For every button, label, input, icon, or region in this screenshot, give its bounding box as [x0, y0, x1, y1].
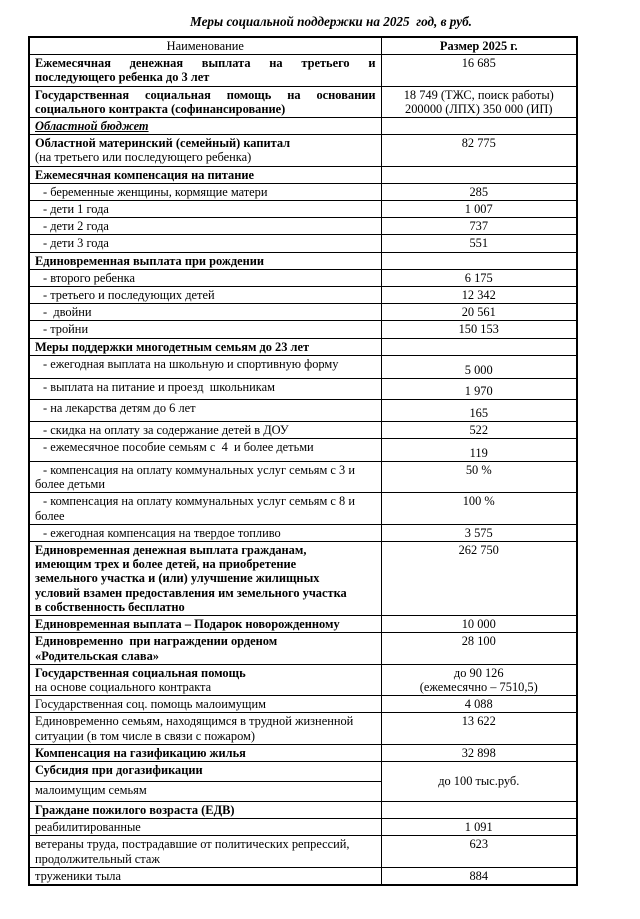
table-row	[29, 338, 577, 355]
table-row	[29, 867, 577, 885]
measure-value-cell	[381, 321, 577, 338]
measure-value-line: 5 000	[464, 362, 493, 377]
table-row	[29, 462, 577, 493]
measure-value-cell	[381, 761, 577, 801]
measure-name-line: - компенсация на оплату коммунальных услуг семьям с 3 и	[43, 463, 355, 478]
measure-name-line: - на лекарства детям до 6 лет	[43, 400, 196, 415]
measure-value-line: 18 749 (ТЖС, поиск работы)	[403, 87, 554, 102]
measure-name-line: Граждане пожилого возраста (ЕДВ)	[35, 802, 235, 817]
measure-value-line: 522	[469, 422, 489, 437]
measure-name-line: Единовременно семьям, находящимся в трудной жизненной	[35, 714, 354, 729]
measure-value-line: 100 %	[462, 494, 495, 509]
measure-name-line: Компенсация на газификацию жилья	[35, 745, 246, 760]
table-row	[29, 616, 577, 633]
measure-value-cell	[381, 287, 577, 304]
measure-value-line: до 100 тыс.руб.	[438, 774, 520, 789]
measure-name-cell	[29, 616, 381, 633]
table-row	[29, 819, 577, 836]
measure-name-cell	[29, 218, 381, 235]
measure-value-line: 32 898	[461, 745, 496, 760]
measure-name-cell	[29, 633, 381, 664]
table-row	[29, 378, 577, 399]
measure-value-line: 1 091	[464, 820, 493, 835]
column-header-name: Наименование	[29, 37, 381, 55]
measure-name-line: Государственная соц. помощь малоимущим	[35, 697, 266, 712]
table-row	[29, 118, 577, 135]
measure-name-line: «Родительская слава»	[35, 648, 159, 663]
measure-value-line: 119	[469, 445, 488, 460]
measure-name-cell	[29, 399, 381, 421]
table-row	[29, 166, 577, 183]
measure-name-cell	[29, 462, 381, 493]
table-row	[29, 421, 577, 438]
measure-name-cell	[29, 439, 381, 462]
measure-value-line: 551	[469, 236, 489, 251]
measure-name-cell	[29, 338, 381, 355]
measure-value-cell	[381, 819, 577, 836]
measure-value-cell	[381, 304, 577, 321]
measure-value-cell	[381, 696, 577, 713]
table-row	[29, 235, 577, 252]
measure-name-cell	[29, 166, 381, 183]
measure-name-line: более	[35, 508, 65, 523]
measure-name-line: - двойни	[43, 305, 92, 320]
table-row	[29, 355, 577, 378]
measure-name-line: в собственность бесплатно	[35, 599, 185, 614]
measure-name-line: ветераны труда, пострадавшие от политических репрессий,	[35, 837, 350, 852]
table-row	[29, 439, 577, 462]
measure-value-cell	[381, 86, 577, 117]
measure-name-cell	[29, 321, 381, 338]
measure-name-line: - второго ребенка	[43, 270, 135, 285]
measure-name-line: имеющим трех и более детей, на приобретение	[35, 557, 297, 572]
measure-name-line: Ежемесячная компенсация на питание	[35, 167, 255, 182]
measure-name-cell	[29, 761, 381, 781]
support-measures-table	[28, 36, 578, 886]
measure-value-line: (ежемесячно – 7510,5)	[419, 679, 538, 694]
measure-value-line: 262 750	[458, 543, 499, 558]
measure-value-cell	[381, 269, 577, 286]
measure-name-line: Единовременная выплата – Подарок новорожденному	[35, 617, 340, 632]
measure-name-line: - выплата на питание и проезд школьникам	[43, 379, 275, 394]
measure-value-cell	[381, 633, 577, 664]
measure-name-line: последующего ребенка до 3 лет	[35, 70, 210, 85]
measure-name-line: - третьего и последующих детей	[43, 288, 215, 303]
measure-name-cell	[29, 135, 381, 166]
measure-value-cell	[381, 867, 577, 885]
measure-name-line: - скидка на оплату за содержание детей в ДОУ	[43, 422, 289, 437]
measure-value-line: 4 088	[464, 697, 493, 712]
measure-name-line: - ежемесячное пособие семьям с 4 и более детьми	[43, 440, 314, 455]
measure-name-cell	[29, 355, 381, 378]
measure-value-line: 285	[469, 184, 489, 199]
table-row	[29, 183, 577, 200]
measure-value-line: 82 775	[461, 136, 496, 151]
measure-name-line: ситуации (в том числе в связи с пожаром)	[35, 728, 256, 743]
measure-value-cell	[381, 218, 577, 235]
measure-name-line: Областной бюджет	[35, 119, 149, 134]
table-row	[29, 744, 577, 761]
measure-name-line: - дети 3 года	[43, 236, 109, 251]
table-row	[29, 218, 577, 235]
measure-name-line: реабилитированные	[35, 820, 141, 835]
measure-value-cell	[381, 439, 577, 462]
measure-name-line: (на третьего или последующего ребенка)	[35, 150, 252, 165]
measure-name-cell	[29, 55, 381, 86]
measure-value-cell	[381, 118, 577, 135]
measure-value-cell	[381, 462, 577, 493]
measure-name-cell	[29, 819, 381, 836]
measure-name-line: продолжительный стаж	[35, 851, 160, 866]
measure-value-cell	[381, 135, 577, 166]
table-row	[29, 135, 577, 166]
measure-value-cell	[381, 252, 577, 269]
measure-name-line: Единовременно при награждении орденом	[35, 634, 278, 649]
table-row	[29, 524, 577, 541]
measure-name-line: труженики тыла	[35, 868, 121, 883]
table-row	[29, 761, 577, 781]
measure-value-line: 737	[469, 219, 489, 234]
measure-name-line: Единовременная денежная выплата гражданам,	[35, 543, 307, 558]
measure-value-cell	[381, 524, 577, 541]
table-row	[29, 321, 577, 338]
table-row	[29, 86, 577, 117]
measure-name-cell	[29, 836, 381, 867]
measure-name-line: малоимущим семьям	[35, 782, 147, 797]
measure-name-cell	[29, 781, 381, 801]
measure-value-line: 3 575	[464, 525, 493, 540]
measure-name-line: Меры поддержки многодетным семьям до 23 лет	[35, 339, 310, 354]
measure-name-cell	[29, 524, 381, 541]
measure-name-cell	[29, 696, 381, 713]
measure-value-cell	[381, 378, 577, 399]
measure-value-cell	[381, 421, 577, 438]
measure-name-line: - компенсация на оплату коммунальных услуг семьям с 8 и	[43, 494, 355, 509]
column-header-size: Размер 2025 г.	[381, 37, 577, 55]
table-row	[29, 304, 577, 321]
measure-name-line: Областной материнский (семейный) капитал	[35, 136, 291, 151]
measure-name-line: - беременные женщины, кормящие матери	[43, 184, 268, 199]
measure-value-line: до 90 126	[453, 665, 504, 680]
measure-value-cell	[381, 616, 577, 633]
measure-name-cell	[29, 86, 381, 117]
measure-name-line: условий взамен предоставления им земельного участка	[35, 585, 347, 600]
measure-name-cell	[29, 801, 381, 818]
measure-name-line: социального контракта (софинансирование)	[35, 101, 286, 116]
measure-value-line: 200000 (ЛПХ) 350 000 (ИП)	[405, 101, 553, 116]
table-body	[29, 55, 577, 885]
table-row	[29, 633, 577, 664]
measure-value-line: 165	[469, 405, 489, 420]
measure-name-line: - дети 2 года	[43, 219, 109, 234]
measure-name-cell	[29, 867, 381, 885]
measure-name-line: Единовременная выплата при рождении	[35, 253, 265, 268]
table-row	[29, 713, 577, 744]
measure-value-cell	[381, 235, 577, 252]
measure-value-cell	[381, 801, 577, 818]
measure-value-cell	[381, 836, 577, 867]
table-row	[29, 836, 577, 867]
table-row	[29, 696, 577, 713]
measure-name-line: Государственная социальная помощь на основании	[35, 87, 376, 102]
measure-name-cell	[29, 287, 381, 304]
table-row	[29, 542, 577, 616]
measure-value-line: 16 685	[461, 56, 496, 71]
header-row	[29, 37, 577, 55]
table-row	[29, 287, 577, 304]
measure-name-line: на основе социального контракта	[35, 679, 212, 694]
measure-value-line: 50 %	[465, 463, 492, 478]
measure-name-cell	[29, 493, 381, 524]
measure-name-line: - ежегодная компенсация на твердое топливо	[43, 525, 281, 540]
table-row	[29, 399, 577, 421]
measure-value-cell	[381, 542, 577, 616]
measure-name-cell	[29, 542, 381, 616]
measure-value-cell	[381, 55, 577, 86]
measure-name-line: Ежемесячная денежная выплата на третьего и	[35, 56, 376, 71]
measure-name-line: - ежегодная выплата на школьную и спортивную форму	[43, 356, 339, 371]
measure-name-cell	[29, 118, 381, 135]
measure-value-cell	[381, 338, 577, 355]
measure-value-line: 13 622	[461, 714, 496, 729]
measure-value-line: 12 342	[461, 288, 496, 303]
measure-name-line: Субсидия при догазификации	[35, 762, 203, 777]
measure-name-cell	[29, 269, 381, 286]
measure-value-line: 884	[469, 868, 489, 883]
measure-name-cell	[29, 744, 381, 761]
measure-value-line: 623	[469, 837, 489, 852]
table-row	[29, 252, 577, 269]
measure-name-cell	[29, 421, 381, 438]
document-page	[0, 14, 640, 886]
measure-value-cell	[381, 183, 577, 200]
measure-value-cell	[381, 744, 577, 761]
table-row	[29, 55, 577, 86]
table-row	[29, 801, 577, 818]
measure-name-cell	[29, 664, 381, 695]
measure-name-cell	[29, 252, 381, 269]
measure-name-cell	[29, 304, 381, 321]
measure-value-line: 1 970	[464, 383, 493, 398]
measure-name-cell	[29, 201, 381, 218]
measure-name-line: более детьми	[35, 477, 105, 492]
table-row	[29, 493, 577, 524]
measure-name-line: земельного участка и (или) улучшение жилищных	[35, 571, 320, 586]
measure-value-cell	[381, 201, 577, 218]
measure-name-cell	[29, 183, 381, 200]
measure-value-line: 28 100	[461, 634, 496, 649]
measure-value-line: 1 007	[464, 202, 493, 217]
measure-value-cell	[381, 713, 577, 744]
measure-name-line: Государственная социальная помощь	[35, 665, 246, 680]
measure-value-line: 6 175	[464, 270, 493, 285]
table-row	[29, 201, 577, 218]
measure-name-cell	[29, 378, 381, 399]
measure-value-line: 150 153	[458, 322, 499, 337]
page-title: Меры социальной поддержки на 2025 год, в руб.	[190, 14, 472, 29]
measure-value-cell	[381, 166, 577, 183]
table-row	[29, 269, 577, 286]
table-row	[29, 664, 577, 695]
measure-value-cell	[381, 355, 577, 378]
measure-name-line: - тройни	[43, 322, 89, 337]
measure-value-line: 20 561	[461, 305, 496, 320]
measure-value-cell	[381, 399, 577, 421]
measure-name-cell	[29, 713, 381, 744]
measure-name-cell	[29, 235, 381, 252]
measure-value-cell	[381, 493, 577, 524]
measure-value-cell	[381, 664, 577, 695]
measure-name-line: - дети 1 года	[43, 202, 109, 217]
measure-value-line: 10 000	[461, 617, 496, 632]
